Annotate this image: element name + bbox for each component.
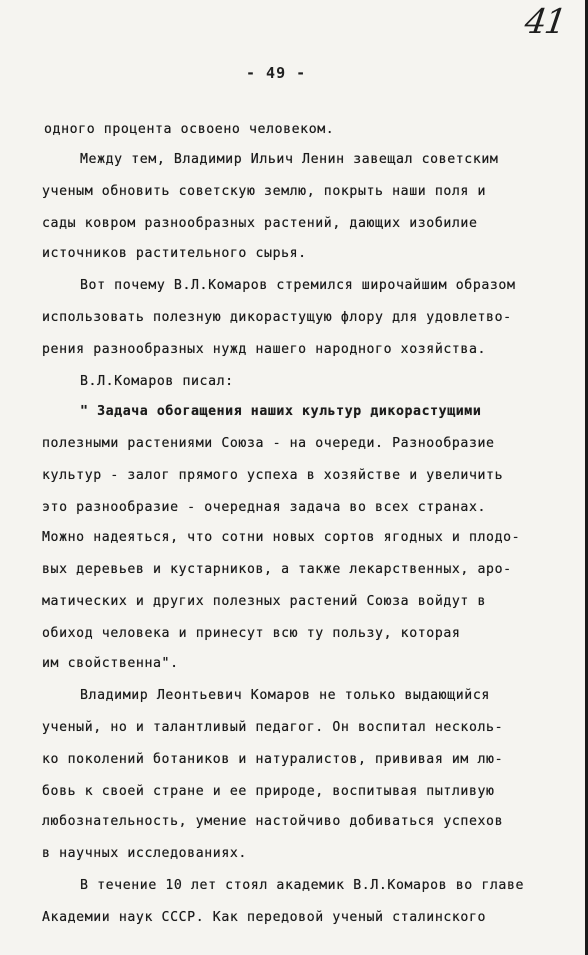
quote-line: культур - залог прямого успеха в хозяйстве и увеличить — [42, 468, 504, 483]
quote-line: вых деревьев и кустарников, а также лекарственных, аро- — [42, 562, 512, 577]
text-line: В течение 10 лет стоял академик В.Л.Комаров во главе — [80, 878, 525, 893]
text-line: Владимир Леонтьевич Комаров не только выдающийся — [80, 688, 490, 703]
quote-line: это разнообразие - очередная задача во всех странах. — [42, 500, 487, 515]
text-line: в научных исследованиях. — [42, 846, 247, 861]
text-line: сады ковром разнообразных растений, дающих изобилие — [42, 216, 478, 231]
text-line: любознательность, умение настойчиво добиваться успехов — [42, 814, 504, 829]
quote-line: матических и других полезных растений Союза войдут в — [42, 594, 487, 609]
text-line: бовь к своей стране и ее природе, воспитывая пытливую — [42, 784, 495, 799]
text-line: одного процента освоено человеком. — [44, 122, 335, 137]
text-line: использовать полезную дикорастущую флору для удовлетво- — [42, 310, 512, 325]
text-line: В.Л.Комаров писал: — [80, 374, 234, 389]
text-line: ученый, но и талантливый педагог. Он воспитал несколь- — [42, 720, 504, 735]
text-line: источников растительного сырья. — [42, 246, 307, 261]
quote-line: " Задача обогащения наших культур дикорастущими — [80, 404, 482, 419]
quote-line: полезными растениями Союза - на очереди. Разнообразие — [42, 436, 495, 451]
text-line: ко поколений ботаников и натуралистов, прививая им лю- — [42, 752, 504, 767]
text-line: рения разнообразных нужд нашего народного хозяйства. — [42, 342, 487, 357]
quote-line: Можно надеяться, что сотни новых сортов ягодных и плодо- — [42, 530, 521, 545]
text-line: Между тем, Владимир Ильич Ленин завещал советским — [80, 152, 499, 167]
quote-line: обиход человека и принесут всю ту пользу, которая — [42, 626, 461, 641]
archive-page-number: 41 — [521, 2, 567, 42]
text-line: Академии наук СССР. Как передовой ученый сталинского — [42, 910, 487, 925]
text-line: Вот почему В.Л.Комаров стремился широчайшим образом — [80, 278, 516, 293]
quote-line: им свойственна". — [42, 656, 179, 671]
page-number: - 49 - — [246, 64, 307, 82]
text-line: ученым обновить советскую землю, покрыть наши поля и — [42, 184, 487, 199]
